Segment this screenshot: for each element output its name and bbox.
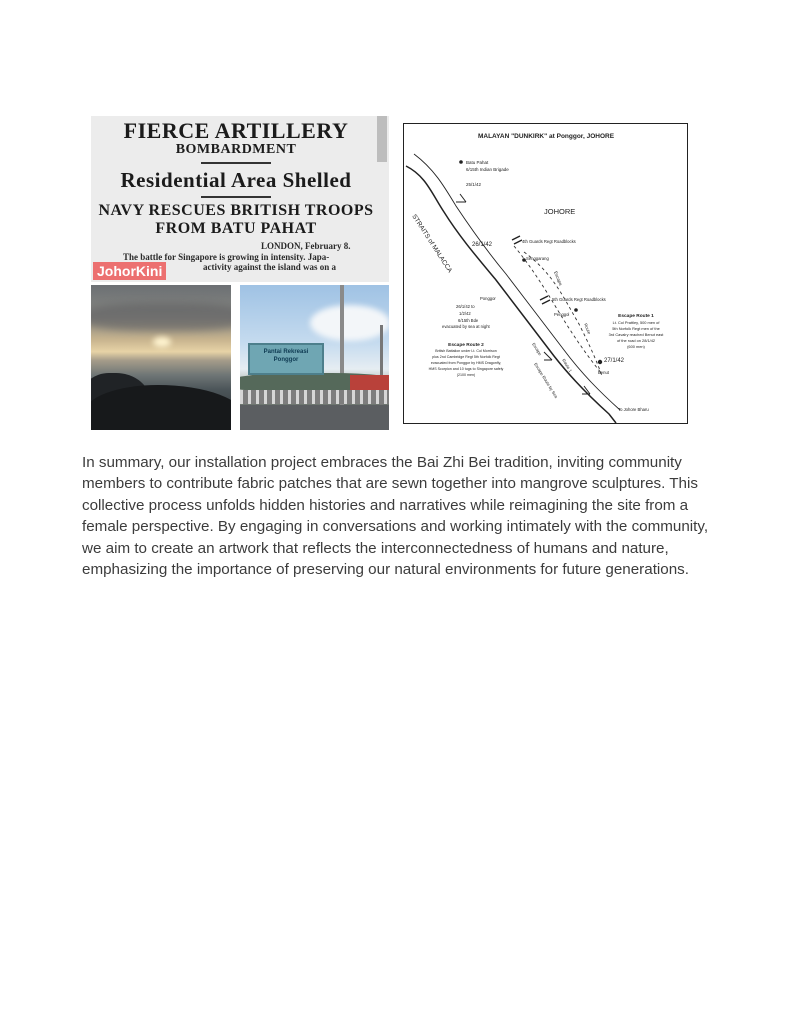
newspaper-rule — [201, 196, 271, 198]
cloud — [310, 305, 389, 341]
roadblock-marker — [540, 296, 550, 304]
road — [240, 405, 389, 430]
newspaper-subheadline: BOMBARDMENT — [175, 142, 297, 157]
map-label-senggarang: Senggarang — [526, 256, 549, 261]
map-label-escape-route-1: Escape Route 1 — [618, 314, 654, 319]
road-line — [414, 154, 620, 410]
sign-text: Pantai Rekreasi — [263, 349, 309, 355]
map-label-4th-roadblocks: 4th Guards Regt Roadblocks — [522, 239, 576, 244]
map-label-johore: JOHORE — [544, 207, 576, 216]
johorkini-watermark: JohorKini — [93, 262, 166, 280]
map-label-er2-line: HMS Scorpion and 10 tugs to Singapore safely — [428, 367, 504, 371]
sun — [153, 337, 171, 347]
map-label-to-johore-bharu: To Johore Bharu — [618, 407, 649, 412]
map-label-route-by-sea: Escape Route by Sea — [533, 361, 559, 399]
map-label-straits: STRAITS of MALACCA — [410, 213, 454, 275]
map-label-escape-2: Escape — [531, 341, 543, 357]
newspaper-dateline: LONDON, February 8. — [261, 241, 351, 251]
roadblock-marker — [512, 236, 522, 244]
map-label-penggol: Penggol — [554, 312, 570, 317]
map-label-ponggor: Ponggor — [480, 296, 496, 301]
map-label-date-26-to: 26/1/42 to — [456, 304, 475, 309]
map-label-escape: Escape — [553, 270, 564, 287]
newspaper-body-line: activity against the island was on a — [203, 262, 337, 272]
town-dot — [574, 308, 578, 312]
map-label-5th-roadblocks: 5th Guards Regt Roadblocks — [552, 297, 606, 302]
map-label-er1-line: 5th Norfolk Regt men of the — [612, 326, 660, 331]
map-label-date-27: 27/1/42 — [604, 358, 625, 364]
map-label-route: Route — [583, 322, 592, 335]
map-label-date-25: 25/1/42 — [466, 182, 482, 187]
newspaper-body-line: The battle for Singapore is growing in intensity. Japa- — [123, 252, 330, 262]
arrow-icon — [456, 194, 466, 202]
newspaper-headline: FIERCE ARTILLERY — [123, 118, 349, 143]
map-label-er1-line: Lt. Col Prattley, 500 men of — [612, 320, 660, 325]
coastline — [406, 166, 616, 423]
newspaper-rule — [201, 162, 271, 164]
summary-paragraph: In summary, our installation project embraces the Bai Zhi Bei tradition, inviting community members to contribute fabric patches that are sewn together into mangrove sculptures. This collective process unfolds hidden histories and narratives while reimagining the site from a female perspective. By engaging in conversations and working intimately with the community, we aim to create an artwork that reflects the interconnectedness of humans and nature, emphasizing the importance of preserving our natural environments for future generations. — [82, 454, 709, 579]
map-label-escape-route-2: Escape Route 2 — [448, 343, 484, 348]
escape-route-line — [514, 246, 602, 374]
map-label-bde: 6/15th Bde — [458, 318, 479, 323]
town-dot — [598, 360, 602, 364]
map-label-brigade: 6/15th Indian Brigade — [466, 167, 509, 172]
map-label-batu-pahat: Batu Pahat — [466, 160, 489, 165]
newspaper-headline-shelled: Residential Area Shelled — [120, 168, 352, 192]
map-label-er2-line: British Battalion under Lt. Col Morrison — [435, 349, 497, 353]
map-label-date-1-2: 1/2/42 — [459, 311, 471, 316]
map-label-er2-line: plus 2nd Cambridge Regt 5th Norfolk Regt — [432, 355, 500, 359]
map-label-benut: Benut — [598, 370, 609, 375]
map-label-er1-line: 3rd Cavalry reached Benut east — [608, 332, 664, 337]
map-label-er1-line: (600 men) — [627, 344, 645, 349]
map-label-date-26: 26/1/42 — [472, 242, 493, 248]
recreation-signboard — [248, 343, 324, 375]
recreation-sign-photo — [240, 285, 389, 430]
newspaper-headline-navy: NAVY RESCUES BRITISH TROOPS — [98, 202, 374, 219]
arrow-icon — [544, 352, 552, 360]
ponggor-evacuation-map — [403, 123, 688, 424]
map-label-er1-line: of the road on 28/1/42 — [616, 338, 656, 343]
map-label-evacuated: evacuated by sea at night — [442, 324, 490, 329]
map-label-er2-line: evacuated from Ponggor by HMS Dragonfly, — [430, 361, 502, 365]
cloud — [91, 303, 231, 331]
map-label-er2-line: (2100 men) — [456, 373, 476, 377]
newspaper-clipping-image — [91, 116, 389, 282]
fence — [240, 390, 389, 404]
sign-text: Ponggor — [273, 357, 299, 363]
newspaper-headline-batu-pahat: FROM BATU PAHAT — [155, 220, 317, 237]
map-label-route-1: Route 1 — [561, 357, 574, 373]
sunset-coast-photo — [91, 285, 231, 430]
map-title: MALAYAN "DUNKIRK" at Ponggor, JOHORE — [477, 133, 615, 140]
town-dot — [459, 160, 463, 164]
map-drawing — [404, 124, 689, 425]
rocks — [91, 385, 231, 430]
